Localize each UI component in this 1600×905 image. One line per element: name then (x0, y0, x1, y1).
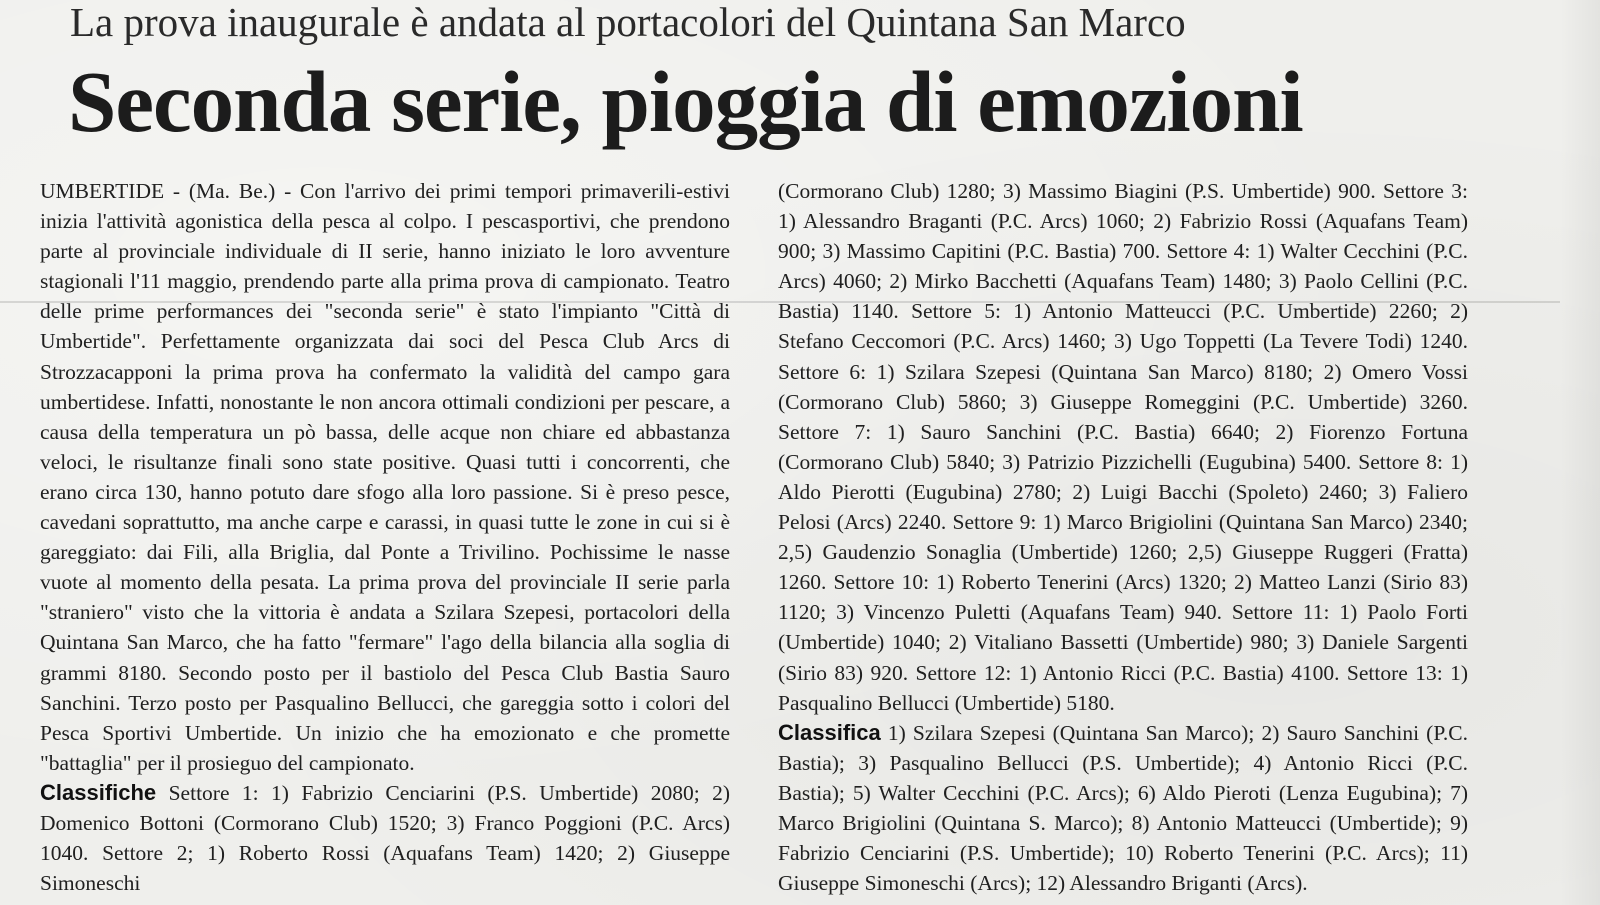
classifiche-paragraph (40, 778, 730, 898)
page-edge-shadow (1560, 0, 1600, 905)
classifiche-label: Classifiche (40, 779, 157, 805)
article-headline: Seconda serie, pioggia di emozioni (68, 53, 1303, 150)
classifica-text: 1) Szilara Szepesi (Quintana San Marco); 2) Sauro Sanchini (P.C. Bastia); 3) Pasqualino Bellucci (P.S. Umbertide); 4) Antonio Ricci (P.C. Bastia); 5) Walter Cecchini (P.C. Arcs); 6) Aldo Pieroti (Lenza Eugubina); 7) Marco Brigiolini (Quintana S. Marco); 8) Antonio Matteucci (Umbertide); 9) Fabrizio Cenciarini (P.S. Umbertide); 10) Roberto Tenerini (P.C. Arcs); 11) Giuseppe Simoneschi (Arcs); 12) Alessandro Briganti (Arcs). (778, 720, 1469, 896)
article-column-right (778, 176, 1468, 898)
article-kicker: La prova inaugurale è andata al portacolori del Quintana San Marco (70, 0, 1186, 45)
classifica-label: Classifica (778, 719, 881, 745)
article-body-right: (Cormorano Club) 1280; 3) Massimo Biagini (P.S. Umbertide) 900. Settore 3: 1) Alessandro Braganti (P.C. Arcs) 1060; 2) Fabrizio Rossi (Aquafans Team) 900; 3) Massimo Capitini (P.C. Bastia) 700. Settore 4: 1) Walter Cecchini (P.C. Arcs) 4060; 2) Mirko Bacchetti (Aquafans Team) 1480; 3) Paolo Cellini (P.C. Bastia) 1140. Settore 5: 1) Antonio Matteucci (P.C. Umbertide) 2260; 2) Stefano Ceccomori (P.C. Arcs) 1460; 3) Ugo Toppetti (La Tevere Todi) 1240. Settore 6: 1) Szilara Szepesi (Quintana San Marco) 8180; 2) Omero Vossi (Cormorano Club) 5860; 3) Giuseppe Romeggini (P.C. Umbertide) 3260. Settore 7: 1) Sauro Sanchini (P.C. Bastia) 6640; 2) Fiorenzo Fortuna (Cormorano Club) 5840; 3) Patrizio Pizzichelli (Eugubina) 5400. Settore 8: 1) Aldo Pierotti (Eugubina) 2780; 2) Luigi Bacchi (Spoleto) 2460; 3) Faliero Pelosi (Arcs) 2240. Settore 9: 1) Marco Brigiolini (Quintana San Marco) 2340; 2,5) Gaudenzio Sonaglia (Umbertide) 1260; 2,5) Giuseppe Ruggeri (Fratta) 1260. Settore 10: 1) Roberto Tenerini (Arcs) 1320; 2) Matteo Lanzi (Sirio 83) 1120; 3) Vincenzo Puletti (Aquafans Team) 940. Settore 11: 1) Paolo Forti (Umbertide) 1040; 2) Vitaliano Bassetti (Umbertide) 980; 3) Daniele Sargenti (Sirio 83) 920. Settore 12: 1) Antonio Ricci (P.C. Bastia) 4100. Settore 13: 1) Pasqualino Bellucci (Umbertide) 5180. (778, 179, 1468, 715)
article-column-left (40, 176, 730, 898)
classifiche-text: Settore 1: 1) Fabrizio Cenciarini (P.S. Umbertide) 2080; 2) Domenico Bottoni (Cormorano Club) 1520; 3) Franco Poggioni (P.C. Arcs) 1040. Settore 2; 1) Roberto Rossi (Aquafans Team) 1420; 2) Giuseppe Simoneschi (40, 780, 731, 896)
paper-fold-line (0, 301, 1560, 303)
classifica-paragraph (778, 718, 1468, 899)
article-body-left: UMBERTIDE - (Ma. Be.) - Con l'arrivo dei primi tempori primaverili-estivi inizia l'attività agonistica della pesca al colpo. I pescasportivi, che prendono parte al provinciale individuale di II serie, hanno iniziato le loro avventure stagionali l'11 maggio, prendendo parte alla prima prova di campionato. Teatro delle prime performances dei "seconda serie" è stato l'impianto "Città di Umbertide". Perfettamente organizzata dai soci del Pesca Club Arcs di Strozzacapponi la prima prova ha confermato la validità del campo gara umbertidese. Infatti, nonostante le non ancora ottimali condizioni per pescare, a causa della temperatura un pò bassa, delle acque non chiare ed abbastanza veloci, le risultanze finali sono state positive. Quasi tutti i concorrenti, che erano circa 130, hanno potuto dare sfogo alla loro passione. Si è preso pesce, cavedani soprattutto, ma anche carpe e carassi, in quasi tutte le zone in cui si è gareggiato: dai Fili, alla Briglia, dal Ponte a Trivilino. Pochissime le nasse vuote al momento della pesata. La prima prova del provinciale II serie parla "straniero" visto che la vittoria è andata a Szilara Szepesi, portacolori della Quintana San Marco, che ha fatto "fermare" l'ago della bilancia alla soglia di grammi 8180. Secondo posto per il bastiolo del Pesca Club Bastia Sauro Sanchini. Terzo posto per Pasqualino Bellucci, che gareggia sotto i colori del Pesca Sportivi Umbertide. Un inizio che ha emozionato e che promette "battaglia" per il prosieguo del campionato. (40, 179, 730, 775)
